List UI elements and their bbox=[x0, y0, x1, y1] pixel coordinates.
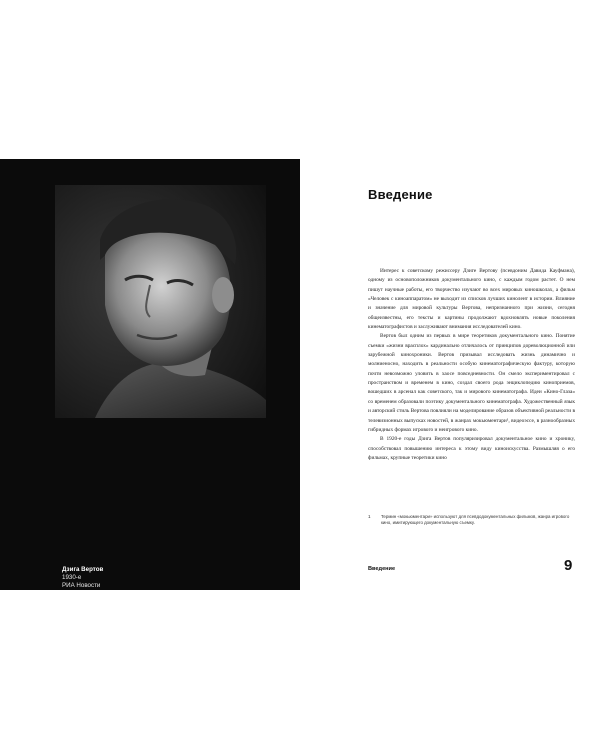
chapter-title: Введение bbox=[368, 187, 433, 202]
portrait-image bbox=[55, 185, 266, 418]
portrait-photo bbox=[55, 185, 266, 418]
caption-year: 1930-е bbox=[62, 574, 82, 581]
paragraph: Интерес к советскому режиссеру Дзиге Вертову (псевдоним Давида Кауфмана), одному из основоположников документального кино, с каждым годом растет. О нем пишут научные работы, его творчество изучают во всех мировых киношколах, а фильм «Человек с киноаппаратом» не выходит из списков лучших кинолент в истории. Влияние и значение для мировой культуры Вертова, непризнанного при жизни, сегодня общеизвестны, его тексты и картины продолжают вдохновлять новые поколения кинематографистов и заслуживают внимания исследователей кино. bbox=[368, 268, 575, 331]
right-page bbox=[300, 159, 600, 590]
paragraph: Вертов был одним из первых в мире теоретиков документального кино. Понятие съемки «жизни врасплох» кардинально отличалось от принципов дореволюционной или зарубежной кинохроники. Вертов призывал исследовать жизнь динамично и молниеносно, находить в реальности особую кинематографическую фактуру, которую почти невозможно уловить в хаосе повседневности. Он смело экспериментировал с пространством и временем в кино, создал своего рода энциклопедию киноприемов, вошедших в арсенал как советского, так и мирового кинематографа. Идеи «Кино-Глаза» со временем образовали поэтику документального кинематографа. Художественный язык и авторский стиль Вертова повлияли на моделирование образов объективной реальности в телевизионных выпусках новостей, в жанрах мокьюментари¹, видеоэссе, в разнообразных гибридных формах игрового и неигрового кино. bbox=[368, 333, 575, 433]
page-number: 9 bbox=[564, 557, 573, 574]
caption-source: РИА Новости bbox=[62, 582, 101, 589]
footnote-mark: 1 bbox=[368, 514, 371, 519]
running-head: Введение bbox=[368, 566, 396, 572]
body-text bbox=[368, 267, 575, 463]
caption-name: Дзига Вертов bbox=[62, 566, 104, 573]
footnote: Термин «мокьюментари» используют для псевдодокументальных фильмов, жанра игрового кино, имитирующего документальную съемку. bbox=[381, 514, 570, 525]
paragraph: В 1920-е годы Дзига Вертов популяризировал документальное кино и хронику, способствовал повышению интереса к этому виду киноискусства. Размышляя о его фильмах, крупные теоретики кино bbox=[368, 436, 575, 461]
left-page bbox=[0, 159, 300, 590]
photo-caption bbox=[62, 566, 212, 590]
